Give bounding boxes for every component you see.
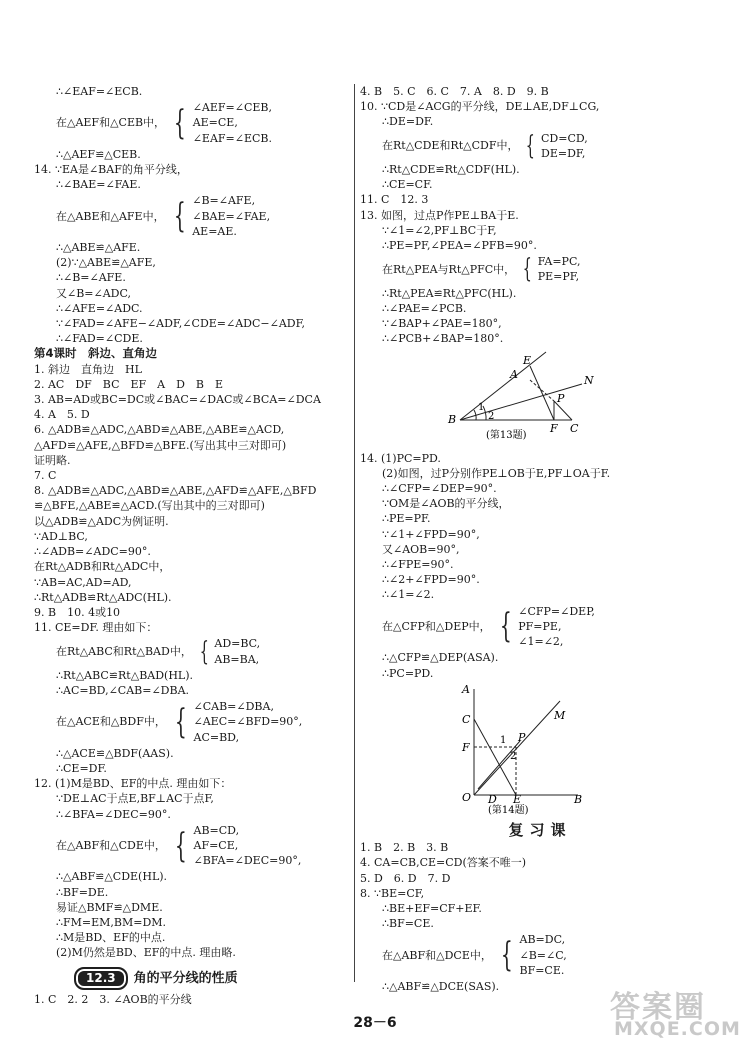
label-m: M <box>554 708 566 722</box>
label-p: P <box>518 730 526 744</box>
watermark-line-2: MXQE.COM <box>614 1018 741 1040</box>
text-line: ∴∠1=∠2. <box>382 588 435 602</box>
column-divider <box>354 84 355 982</box>
figure-13-diagram <box>360 350 720 442</box>
text-line: ∵∠1+∠FPD=90°, <box>382 527 480 541</box>
figure-14 <box>360 685 720 819</box>
left-brace: { <box>174 701 187 742</box>
label-e: E <box>513 792 522 806</box>
text-line: ∴BF=CE. <box>382 917 434 931</box>
label-b: B <box>574 792 583 806</box>
text-line: 又∠AOB=90°, <box>382 542 460 556</box>
figure-caption: (第13题) <box>486 430 527 442</box>
text-line: ∴∠PCB+∠BAP=180°. <box>382 332 504 346</box>
text-line: ∵AD⊥BC, <box>34 529 88 543</box>
section-number-badge: 12.3 <box>74 967 128 990</box>
equation-system: 在△AEF和△CEB中， { ∠AEF=∠CEB, AE=CE, ∠EAF=∠ECB. <box>56 101 272 145</box>
angle-2-label: 2 <box>488 411 495 423</box>
text-line: ∴PE=PF,∠PEA=∠PFB=90°. <box>382 239 537 253</box>
text-line: ∵∠1=∠2,PF⊥BC于F, <box>382 223 497 237</box>
equation-system: 在△ACE和△BDF中， { ∠CAB=∠DBA, ∠AEC=∠BFD=90°, AC=BD, <box>56 700 303 744</box>
text-line: ∴PE=PF. <box>382 512 431 526</box>
text-line: 4. B 5. C 6. C 7. A 8. D 9. B <box>360 85 549 98</box>
right-column <box>360 84 720 994</box>
text-line: ∴∠PAE=∠PCB. <box>382 301 467 315</box>
text-line: △AFD≌△AFE,△BFD≌△BFE.(写出其中三对即可) <box>34 438 287 452</box>
left-brace: { <box>522 254 532 285</box>
equation-system: 在Rt△PEA与Rt△PFC中， { FA=PC, PE=PF, <box>382 254 581 285</box>
text-line: ∴Rt△PEA≌Rt△PFC(HL). <box>382 286 517 300</box>
text-line: ∴∠FPE=90°. <box>382 558 454 572</box>
equation-system: 在△CFP和△DEP中， { ∠CFP=∠DEP, PF=PE, ∠1=∠2, <box>382 604 595 649</box>
text-line: ∴CE=DF. <box>56 761 107 775</box>
text-line: (2)∵△ABE≌△AFE, <box>56 256 156 270</box>
label-f: F <box>462 740 470 754</box>
text-line: 11. C 12. 3 <box>360 193 429 207</box>
text-line: ∴BF=DE. <box>56 885 109 899</box>
text-line: (2)如图，过P分别作PE⊥OB于E,PF⊥OA于F. <box>382 466 611 480</box>
angle-2-label: 2 <box>510 750 517 762</box>
label-n: N <box>584 374 594 388</box>
text-line: ∵DE⊥AC于点E,BF⊥AC于点F, <box>56 792 214 806</box>
text-line: 8. △ADB≌△ADC,△ABD≌△ABE,△AFD≌△AFE,△BFD <box>34 484 317 498</box>
equation-system: 在Rt△ABC和Rt△BAD中， { AD=BC, AB=BA, <box>56 636 261 667</box>
text-line: 易证△BMF≌△DME. <box>56 900 163 914</box>
text-line: 9. B 10. 4或10 <box>34 605 121 619</box>
text-line: ∴△ACE≌△BDF(AAS). <box>56 746 174 760</box>
text-line: 1. B 2. B 3. B <box>360 841 449 855</box>
label-o: O <box>462 790 472 804</box>
text-line: 6. △ADB≌△ADC,△ABD≌△ABE,△ABE≌△ACD, <box>34 423 285 437</box>
text-line: ∴∠B=∠AFE. <box>56 271 126 285</box>
equation-system: 在△ABE和△AFE中， { ∠B=∠AFE, ∠BAE=∠FAE, AE=AE. <box>56 194 271 238</box>
equation-system: 在△ABF和△DCE中， { AB=DC, ∠B=∠C, BF=CE. <box>382 933 567 977</box>
text-line: ∴∠CFP=∠DEP=90°. <box>382 482 497 496</box>
text-line: ∴AC=BD,∠CAB=∠DBA. <box>56 683 190 697</box>
lesson-heading: 第4课时 斜边、直角边 <box>34 346 158 361</box>
text-line: ∵∠BAP+∠PAE=180°, <box>382 317 502 331</box>
text-line: 1. 斜边 直角边 HL <box>34 362 142 376</box>
text-line: ∴∠BAE=∠FAE. <box>56 178 141 192</box>
angle-1-label: 1 <box>500 734 507 746</box>
text-line: ∴△ABF≌△CDE(HL). <box>56 870 168 884</box>
text-line: ∴△CFP≌△DEP(ASA). <box>382 651 499 665</box>
left-brace: { <box>174 825 187 866</box>
text-line: ∴M是BD、EF的中点. <box>56 931 166 945</box>
text-line: ∴BE+EF=CF+EF. <box>382 901 482 915</box>
text-line: ∴Rt△ABC≌Rt△BAD(HL). <box>56 668 194 682</box>
text-line: 证明略. <box>34 453 71 467</box>
text-line: 2. AC DF BC EF A D B E <box>34 377 224 391</box>
text-line: ∵AB=AC,AD=AD, <box>34 575 132 589</box>
figure-caption: (第14题) <box>488 804 529 815</box>
text-line: ∴∠BFA=∠DEC=90°. <box>56 807 171 821</box>
text-line: ∴Rt△CDE≌Rt△CDF(HL). <box>382 163 520 177</box>
label-c: C <box>570 422 579 436</box>
figure-14-diagram <box>360 685 720 815</box>
text-line: ∴CE=CF. <box>382 178 433 192</box>
text-line: ∴FM=EM,BM=DM. <box>56 915 167 929</box>
text-line: 14. (1)PC=PD. <box>360 451 441 465</box>
text-line: 14. ∵EA是∠BAF的角平分线， <box>34 163 188 177</box>
left-brace: { <box>500 935 513 976</box>
label-p: P <box>557 392 565 406</box>
left-column <box>34 84 352 1007</box>
text-line: ∴DE=DF. <box>382 115 434 129</box>
text-line: 3. AB=AD或BC=DC或∠BAC=∠DAC或∠BCA=∠DCA <box>34 393 321 407</box>
text-line: ∴△AEF≌△CEB. <box>56 147 141 161</box>
text-line: 12. (1)M是BD、EF的中点. 理由如下： <box>34 777 232 791</box>
text-line: ∵OM是∠AOB的平分线， <box>382 497 510 511</box>
label-a: A <box>462 684 470 696</box>
label-b: B <box>448 413 457 427</box>
label-c: C <box>462 712 471 726</box>
text-line: ∴△ABF≌△DCE(SAS). <box>382 979 500 993</box>
text-line: ∴PC=PD. <box>382 666 434 680</box>
text-line: ∴Rt△ADB≌Rt△ADC(HL). <box>34 590 172 604</box>
left-brace: { <box>173 196 186 237</box>
text-line: 13. 如图，过点P作PE⊥BA于E. <box>360 208 519 222</box>
text-line: ∴∠FAD=∠CDE. <box>56 332 143 346</box>
left-brace: { <box>199 636 209 667</box>
text-line: 1. C 2. 2 3. ∠AOB的平分线 <box>34 992 192 1006</box>
label-f: F <box>550 422 558 436</box>
site-watermark <box>608 982 741 1044</box>
label-d: D <box>488 792 497 806</box>
equation-system: 在△ABF和△CDE中， { AB=CD, AF=CE, ∠BFA=∠DEC=90°, <box>56 823 302 868</box>
angle-1-label: 1 <box>478 402 485 414</box>
text-line: 5. D 6. D 7. D <box>360 871 451 885</box>
text-line: 7. C <box>34 469 57 483</box>
review-heading: 复习课 <box>508 820 572 839</box>
text-line: 8. ∵BE=CF, <box>360 886 425 900</box>
text-line: 10. ∵CD是∠ACG的平分线，DE⊥AE,DF⊥CG, <box>360 100 600 114</box>
label-e: E <box>523 354 532 368</box>
text-line: 以△ADB≌△ADC为例证明. <box>34 514 169 528</box>
text-line: (2)M仍然是BD、EF的中点. 理由略. <box>56 946 236 960</box>
text-line: 4. A 5. D <box>34 408 90 422</box>
watermark-line-1: 答案圈 <box>610 990 706 1025</box>
text-line: 11. CE=DF. 理由如下： <box>34 621 158 635</box>
text-line: ∴∠2+∠FPD=90°. <box>382 573 480 587</box>
text-line: ∴△ABE≌△AFE. <box>56 241 141 255</box>
text-line: ∴∠AFE=∠ADC. <box>56 301 143 315</box>
text-line: ∴∠ADB=∠ADC=90°. <box>34 545 151 559</box>
section-title: 角的平分线的性质 <box>133 970 238 986</box>
text-line: 4. CA=CB,CE=CD(答案不唯一) <box>360 856 527 870</box>
label-a: A <box>510 368 518 382</box>
left-brace: { <box>526 130 536 161</box>
figure-13 <box>360 350 720 446</box>
text-line: ∵∠FAD=∠AFE−∠ADF,∠CDE=∠ADC−∠ADF, <box>56 317 306 331</box>
left-brace: { <box>173 103 186 143</box>
equation-system: 在Rt△CDE和Rt△CDF中， { CD=CD, DE=DF, <box>382 130 588 161</box>
text-line: 又∠B=∠ADC, <box>56 286 132 300</box>
text-line: ≌△BFE,△ABE≌△ACD.(写出其中的三对即可) <box>34 499 265 513</box>
text-line: ∴∠EAF=∠ECB. <box>56 85 143 98</box>
page-number: 28－6 <box>353 1015 397 1031</box>
section-header <box>74 967 352 990</box>
text-line: 在Rt△ADB和Rt△ADC中， <box>34 560 171 574</box>
left-brace: { <box>499 606 512 647</box>
